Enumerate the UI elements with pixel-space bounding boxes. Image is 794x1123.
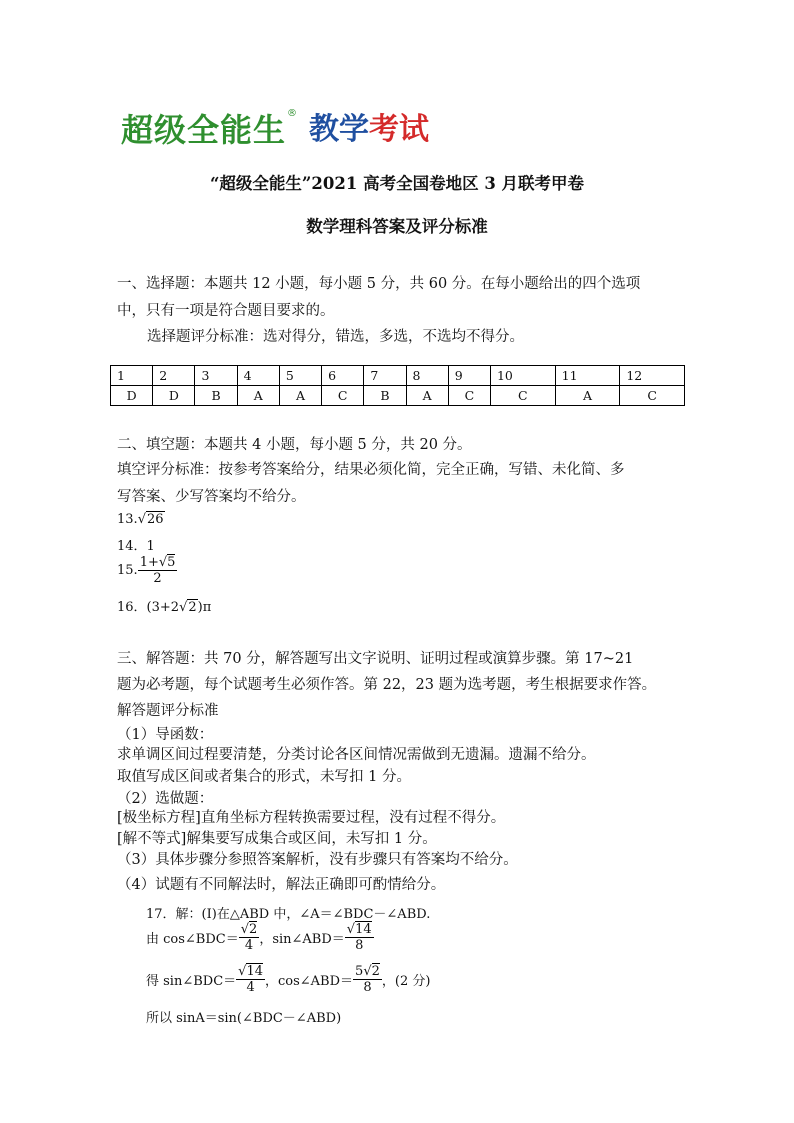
fill-answer-14: 14．1 — [117, 539, 155, 554]
coefficient: 5 — [355, 964, 364, 979]
answer-cell: C — [620, 386, 685, 406]
answer-cell: C — [448, 386, 490, 406]
section1-line2: 中，只有一项是符合题目要求的。 — [117, 303, 335, 319]
answer-cell: C — [490, 386, 555, 406]
question-number: 2 — [153, 366, 195, 386]
question-number: 7 — [364, 366, 406, 386]
answer-cell: B — [195, 386, 237, 406]
fill-answer-15 — [117, 555, 177, 586]
q17-line2-mid: ，sin∠ABD＝ — [259, 932, 345, 947]
logo-brand-text: 超级全能生 — [121, 111, 287, 149]
sqrt-symbol: √2 — [179, 600, 197, 615]
fraction-denominator: 4 — [246, 980, 255, 995]
scoring-item-3: （3）具体步骤分参照答案解析，没有步骤只有答案均不给分。 — [117, 852, 518, 868]
radicand: 2 — [249, 922, 258, 937]
q17-line1: 17．解：(Ⅰ)在△ABD 中，∠A＝∠BDC－∠ABD. — [146, 907, 431, 922]
numerator-radicand: 5 — [167, 555, 176, 570]
question-number: 11 — [555, 366, 620, 386]
section3-line1: 三、解答题：共 70 分，解答题写出文字说明、证明过程或演算步骤。第 17~21 — [117, 651, 634, 667]
question-number: 3 — [195, 366, 237, 386]
q17-line2 — [146, 922, 374, 953]
question-number: 6 — [322, 366, 364, 386]
section1-criteria: 选择题评分标准：选对得分，错选，多选，不选均不得分。 — [147, 329, 524, 345]
question-number: 12 — [620, 366, 685, 386]
numerator-text: 1+ — [139, 555, 159, 570]
answer-table — [110, 365, 685, 406]
answer-15-fraction — [138, 555, 178, 586]
q17-fraction-cos-bdc — [239, 922, 260, 953]
question-number: 1 — [111, 366, 153, 386]
scoring-item-2a: [极坐标方程]直角坐标方程转换需要过程，没有过程不得分。 — [117, 810, 506, 826]
radicand: 14 — [355, 922, 372, 937]
radicand: 14 — [246, 964, 263, 979]
question-number: 10 — [490, 366, 555, 386]
section3-line2: 题为必考题，每个试题考生必须作答。第 22，23 题为选考题，考生根据要求作答。 — [117, 677, 657, 693]
fill-answer-13 — [117, 512, 165, 527]
sqrt-symbol: √26 — [137, 512, 164, 527]
q17-line3-post: ，(2 分) — [381, 974, 431, 989]
fraction-numerator: √14 — [346, 922, 372, 937]
answer-cell: C — [322, 386, 364, 406]
fraction-numerator: √14 — [238, 964, 263, 979]
section2-line1: 二、填空题：本题共 4 小题，每小题 5 分，共 20 分。 — [117, 437, 472, 453]
answer-13-radicand: 26 — [146, 512, 164, 527]
logo-sub-text-red: 考试 — [369, 112, 430, 147]
scoring-item-1: （1）导函数： — [117, 727, 214, 743]
answer-cell: A — [237, 386, 279, 406]
fraction-denominator: 2 — [153, 571, 162, 586]
scoring-item-1b: 取值写成区间或者集合的形式，未写扣 1 分。 — [117, 769, 411, 785]
section1-line1: 一、选择题：本题共 12 小题，每小题 5 分，共 60 分。在每小题给出的四个选项 — [117, 276, 641, 292]
fraction-numerator: 1+√5 — [139, 555, 176, 570]
answer-table-answer-row — [111, 386, 685, 406]
document-subtitle: 数学理科答案及评分标准 — [306, 217, 488, 236]
answer-16-post: )π — [197, 600, 212, 615]
scoring-item-4: （4）试题有不同解法时，解法正确即可酌情给分。 — [117, 877, 446, 893]
answer-cell: A — [555, 386, 620, 406]
fraction-denominator: 4 — [244, 938, 254, 953]
question-number: 9 — [448, 366, 490, 386]
fill-answer-16 — [117, 596, 211, 615]
scoring-item-1a: 求单调区间过程要清楚，分类讨论各区间情况需做到无遗漏。遗漏不给分。 — [117, 747, 596, 763]
q17-fraction-sin-bdc — [236, 964, 265, 995]
question-number: 4 — [237, 366, 279, 386]
fraction-numerator: √2 — [240, 922, 258, 937]
fraction-denominator: 8 — [355, 938, 364, 953]
question-number: 8 — [406, 366, 448, 386]
section2-line3: 写答案、少写答案均不给分。 — [117, 489, 306, 505]
logo-registered-mark: ® — [287, 108, 298, 119]
fraction-numerator: 5√2 — [355, 964, 380, 979]
answer-16-label: 16． — [117, 600, 147, 615]
scoring-item-2: （2）选做题： — [117, 791, 214, 807]
answer-cell: D — [153, 386, 195, 406]
answer-cell: A — [406, 386, 448, 406]
answer-13-label: 13. — [117, 512, 138, 527]
q17-fraction-sin-abd — [345, 922, 374, 953]
answer-table-number-row — [111, 366, 685, 386]
scoring-item-2b: [解不等式]解集要写成集合或区间，未写扣 1 分。 — [117, 831, 437, 847]
q17-line3-mid: ，cos∠ABD＝ — [265, 974, 354, 989]
answer-cell: A — [279, 386, 321, 406]
answer-16-radicand: 2 — [188, 600, 197, 615]
radicand: 2 — [371, 964, 380, 979]
section3-line3: 解答题评分标准 — [117, 703, 219, 719]
section2-line2: 填空评分标准：按参考答案给分，结果必须化简，完全正确，写错、未化简、多 — [117, 462, 625, 478]
answer-16-pre: (3+2 — [146, 600, 180, 615]
answer-cell: B — [364, 386, 406, 406]
q17-line4: 所以 sinA＝sin(∠BDC－∠ABD) — [146, 1011, 342, 1026]
question-number: 5 — [279, 366, 321, 386]
document-title: “超级全能生”2021 高考全国卷地区 3 月联考甲卷 — [209, 174, 585, 193]
fraction-denominator: 8 — [363, 980, 372, 995]
q17-fraction-cos-abd — [353, 964, 382, 995]
logo-sub-text-blue: 教学 — [309, 112, 370, 147]
answer-15-label: 15. — [117, 563, 138, 578]
q17-line3 — [146, 964, 430, 995]
q17-line2-pre: 由 cos∠BDC＝ — [146, 932, 239, 947]
q17-line3-pre: 得 sin∠BDC＝ — [146, 974, 237, 989]
answer-cell: D — [111, 386, 153, 406]
brand-logo — [121, 106, 429, 150]
